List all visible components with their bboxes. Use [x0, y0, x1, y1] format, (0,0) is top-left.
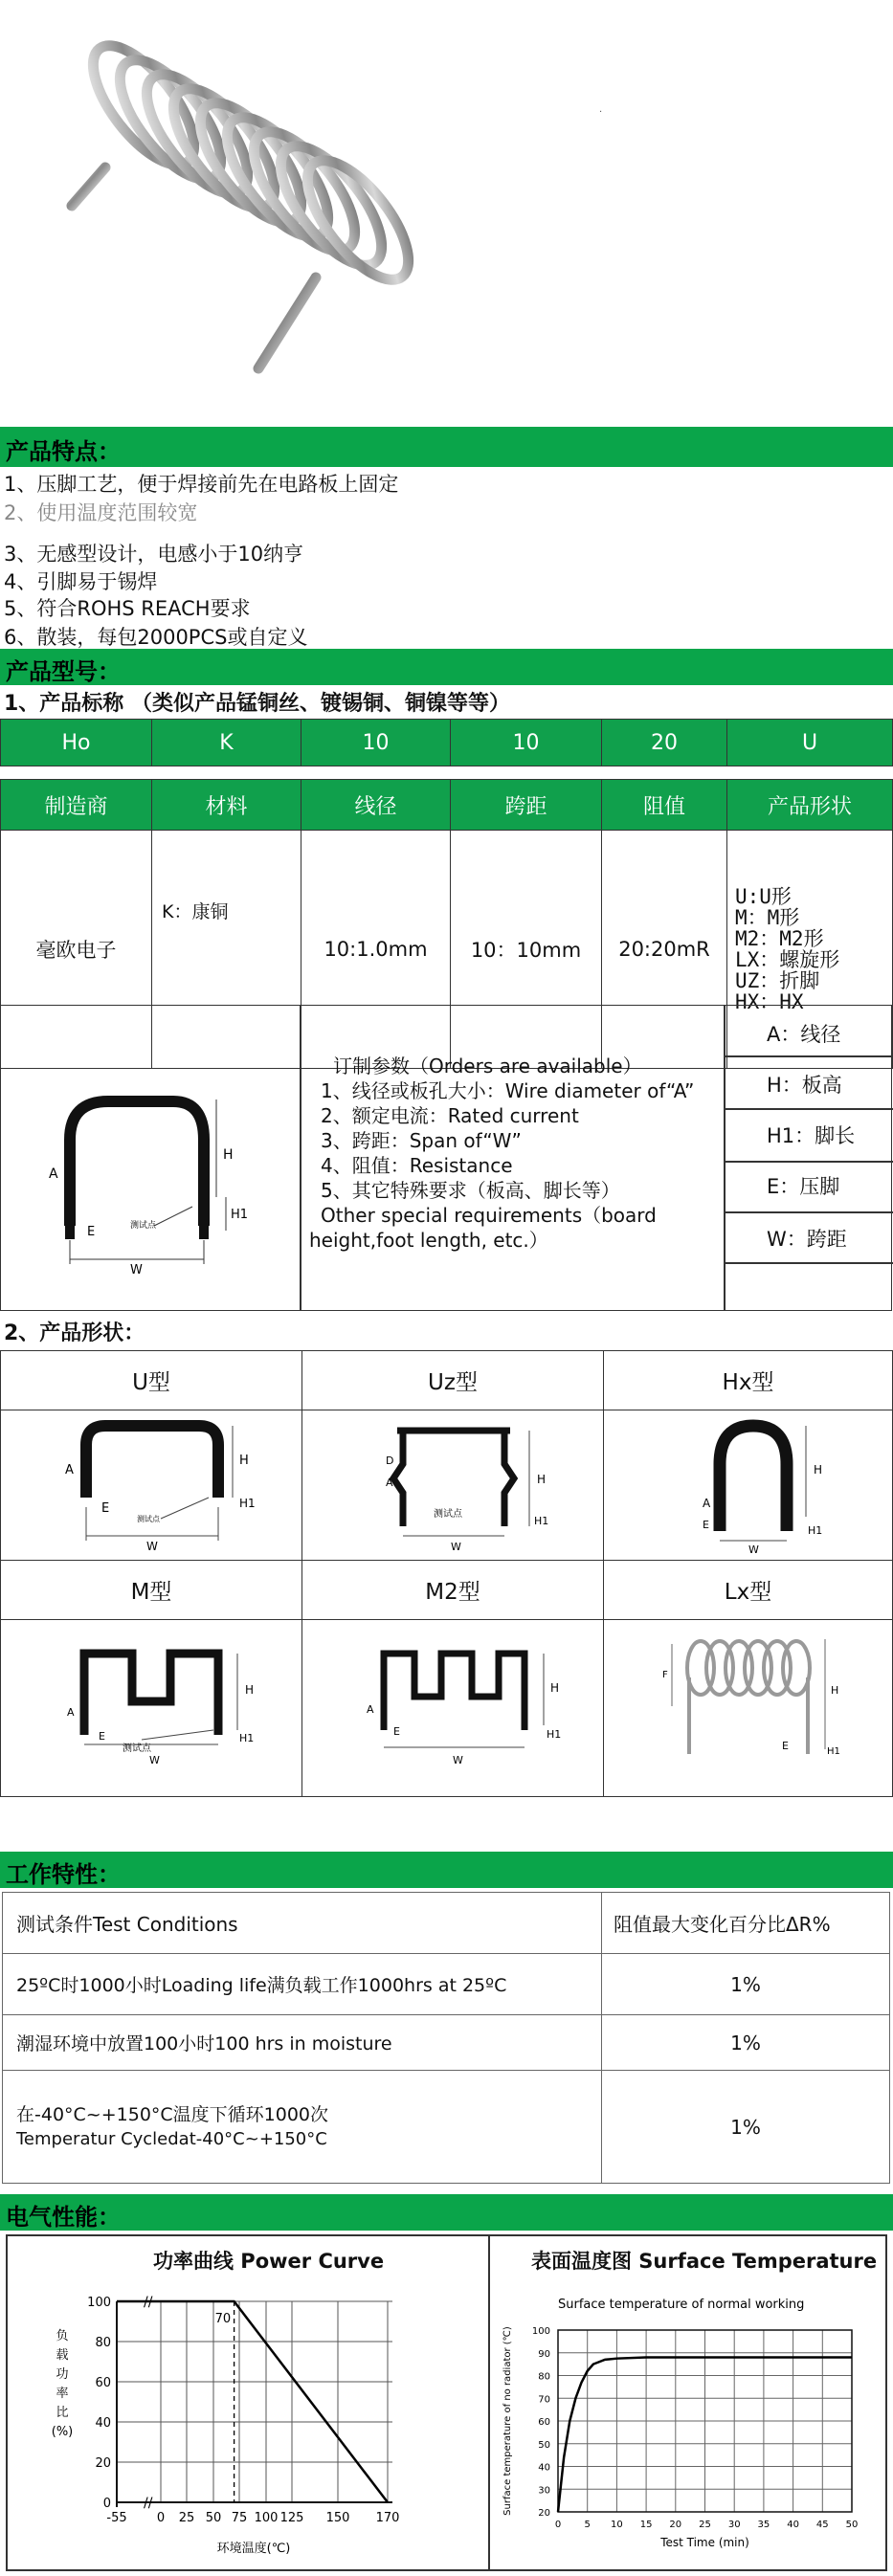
x-tick-label: 35 — [757, 2520, 770, 2530]
work-col-header: 阻值最大变化百分比ΔR% — [602, 1893, 890, 1954]
svg-text:H: H — [550, 1681, 560, 1695]
svg-text:H: H — [830, 1684, 838, 1697]
work-title: 工作特性： — [6, 1861, 121, 1888]
m2-shape-icon — [328, 1625, 577, 1788]
x-tick-label: 75 — [231, 2511, 248, 2525]
power-curve-chart — [10, 2287, 479, 2565]
shape-name: M型 — [1, 1561, 302, 1620]
y-axis-label-char: 功 — [56, 2367, 69, 2382]
x-tick-label: 45 — [815, 2520, 829, 2530]
y-axis-label-char: 负 — [56, 2329, 69, 2343]
product-photo — [0, 0, 893, 421]
axis-break-mark: // — [144, 2295, 153, 2310]
feature-item: 3、无感型设计，电感小于10纳亨 — [4, 543, 304, 566]
header-dot: · — [599, 107, 603, 118]
dim-label: E：压脚 — [767, 1175, 840, 1198]
svg-text:E: E — [87, 1225, 96, 1239]
shape-option: M：M形 — [735, 906, 800, 929]
y-axis-label-char: 载 — [56, 2348, 69, 2363]
x-tick-label: -55 — [106, 2511, 127, 2525]
header-cell: 线径 — [301, 780, 451, 831]
dim-label: A：线径 — [767, 1023, 841, 1046]
svg-text:测试点: 测试点 — [130, 1221, 157, 1231]
work-cond: 潮湿环境中放置100小时100 hrs in moisture — [3, 2015, 602, 2071]
y-axis-label: Surface temperature of no radiator (℃) — [502, 2326, 513, 2516]
svg-text:H: H — [537, 1473, 547, 1486]
model-code-table — [0, 719, 893, 766]
svg-text:测试点: 测试点 — [123, 1743, 151, 1754]
hx-shape-icon — [624, 1411, 873, 1555]
u-shape-icon — [27, 1411, 276, 1555]
svg-text:H1: H1 — [547, 1728, 562, 1741]
y-tick-label: 70 — [538, 2394, 550, 2406]
value-cell: 10：10mm — [451, 831, 602, 1069]
chart-subtitle: Surface temperature of normal working — [558, 2298, 805, 2312]
shape-option: U:U形 — [735, 885, 792, 908]
shape-name: U型 — [1, 1351, 302, 1410]
feature-item: 6、散装，每包2000PCS或自定义 — [4, 626, 308, 649]
svg-text:W: W — [453, 1754, 463, 1766]
svg-text:测试点: 测试点 — [434, 1509, 462, 1520]
header-cell: 阻值 — [602, 780, 727, 831]
x-tick-label: 10 — [611, 2520, 623, 2530]
shape-hx-cell — [604, 1410, 893, 1561]
dim-label: H1：脚长 — [767, 1124, 856, 1147]
work-val: 1% — [602, 2015, 890, 2071]
x-axis-label: Test Time (min) — [660, 2536, 749, 2549]
y-tick-label: 100 — [531, 2326, 550, 2337]
svg-text:H1: H1 — [807, 1524, 822, 1537]
shape-m2-cell — [302, 1620, 604, 1797]
x-tick-label: 100 — [254, 2511, 279, 2525]
shape-uz-cell — [302, 1410, 604, 1561]
code-cell: U — [727, 720, 893, 766]
svg-text:H1: H1 — [534, 1515, 549, 1527]
svg-text:H: H — [813, 1463, 822, 1477]
y-axis-label-char: 率 — [56, 2387, 69, 2401]
svg-text:H: H — [239, 1454, 249, 1468]
svg-text:E: E — [781, 1740, 789, 1752]
svg-text:F: F — [661, 1670, 668, 1680]
order-params-text: 订制参数（Orders are available） 1、线径或板孔大小：Wire diameter of“A” 2、额定电流：Rated current 3、跨距：Span of“W” 4、阻值：Resistance 5、其它特殊要求（板高、脚长等） Other special requirements（board height,foot length, etc.） — [309, 1055, 695, 1252]
y-tick-label: 20 — [95, 2456, 111, 2471]
y-tick-label: 100 — [87, 2296, 111, 2310]
shapes-title: 2、产品形状： — [4, 1321, 145, 1345]
dim-label: H：板高 — [767, 1074, 842, 1097]
uz-shape-icon — [328, 1411, 577, 1555]
work-cond: 在-40°C~+150°C温度下循环1000次 Temperatur Cycledat-40°C~+150°C — [3, 2071, 602, 2184]
value-cell: K：康铜 — [152, 831, 301, 1069]
svg-text:E: E — [393, 1725, 400, 1738]
code-cell: K — [152, 720, 301, 766]
svg-text:D: D — [386, 1455, 394, 1467]
model-subtitle: 1、产品标称 （类似产品锰铜丝、镀锡铜、铜镍等等） — [4, 692, 510, 716]
svg-text:A: A — [702, 1497, 710, 1510]
y-axis-label-char: 比 — [56, 2406, 69, 2420]
x-tick-label: 125 — [279, 2511, 304, 2525]
y-tick-label: 60 — [95, 2376, 111, 2390]
value-cell: 20:20mR — [602, 831, 727, 1069]
svg-text:W: W — [130, 1263, 143, 1277]
feature-item: 1、压脚工艺，便于焊接前先在电路板上固定 — [4, 473, 399, 496]
y-axis-label-char: (%) — [51, 2425, 74, 2439]
code-cell: 10 — [451, 720, 602, 766]
annotation-label: 70 — [214, 2312, 232, 2326]
y-tick-label: 0 — [102, 2497, 111, 2511]
svg-text:A: A — [49, 1166, 58, 1182]
x-tick-label: 170 — [375, 2511, 400, 2525]
shape-name: Lx型 — [604, 1561, 893, 1620]
electrical-title: 电气性能： — [6, 2204, 121, 2231]
value-cell: 毫欧电子 — [1, 831, 152, 1069]
svg-text:A: A — [67, 1706, 75, 1719]
feature-item: 2、使用温度范围较宽 — [4, 501, 198, 524]
shape-option: M2：M2形 — [735, 927, 824, 950]
svg-text:H1: H1 — [826, 1746, 840, 1757]
x-tick-label: 50 — [205, 2511, 222, 2525]
header-cell: 跨距 — [451, 780, 602, 831]
axis-break-mark: // — [144, 2496, 153, 2511]
x-tick-label: 30 — [727, 2520, 741, 2530]
work-cond: 25ºC时1000小时Loading life满负载工作1000hrs at 25ºC — [3, 1954, 602, 2015]
x-tick-label: 25 — [178, 2511, 195, 2525]
lx-shape-icon — [624, 1625, 873, 1788]
svg-text:测试点: 测试点 — [137, 1515, 160, 1523]
shape-option: UZ：折脚 — [735, 969, 820, 992]
model-header-bar — [0, 649, 893, 685]
work-val: 1% — [602, 1954, 890, 2015]
y-tick-label: 60 — [538, 2417, 550, 2428]
svg-text:E: E — [702, 1519, 709, 1531]
y-tick-label: 80 — [538, 2371, 550, 2383]
features-header-bar — [0, 427, 893, 467]
shape-lx-cell — [604, 1620, 893, 1797]
svg-text:H1: H1 — [239, 1732, 255, 1744]
shape-u-cell — [1, 1410, 302, 1561]
shape-name: Hx型 — [604, 1351, 893, 1410]
svg-text:A: A — [65, 1463, 74, 1477]
y-tick-label: 40 — [95, 2416, 111, 2431]
header-cell: 产品形状 — [727, 780, 893, 831]
dim-label: W：跨距 — [767, 1228, 847, 1251]
svg-text:E: E — [101, 1501, 110, 1516]
surface-temp-title: 表面温度图 Surface Temperature — [531, 2250, 878, 2273]
svg-text:W: W — [146, 1540, 158, 1553]
svg-text:W: W — [451, 1541, 461, 1553]
work-table — [2, 1892, 890, 2184]
shape-name: Uz型 — [302, 1351, 604, 1410]
y-tick-label: 80 — [95, 2336, 111, 2350]
x-tick-label: 0 — [554, 2520, 562, 2530]
svg-text:H1: H1 — [231, 1208, 249, 1222]
work-col-header: 测试条件Test Conditions — [3, 1893, 602, 1954]
work-val: 1% — [602, 2071, 890, 2184]
work-header-bar — [0, 1852, 893, 1888]
x-tick-label: 25 — [699, 2520, 711, 2530]
svg-text:H: H — [245, 1683, 255, 1697]
x-tick-label: 50 — [845, 2520, 859, 2530]
svg-text:H1: H1 — [239, 1497, 256, 1510]
svg-text:H: H — [223, 1147, 234, 1163]
order-params-block — [0, 1005, 892, 1311]
shape-m-cell — [1, 1620, 302, 1797]
y-tick-label: 90 — [538, 2348, 550, 2360]
power-curve-line — [117, 2301, 388, 2502]
y-tick-label: 40 — [538, 2462, 550, 2474]
x-tick-label: 40 — [787, 2520, 799, 2530]
feature-item: 5、符合ROHS REACH要求 — [4, 597, 251, 620]
shape-name: M2型 — [302, 1561, 604, 1620]
x-axis-label: 环境温度(℃) — [216, 2542, 291, 2556]
shape-option: LX：螺旋形 — [735, 948, 840, 971]
surface-temp-chart — [493, 2287, 881, 2565]
u-shape-drawing — [39, 1073, 269, 1293]
svg-text:A: A — [386, 1477, 393, 1489]
svg-text:E: E — [99, 1730, 105, 1743]
code-cell: 10 — [301, 720, 451, 766]
svg-text:W: W — [149, 1754, 160, 1766]
power-curve-title: 功率曲线 Power Curve — [153, 2250, 385, 2273]
y-tick-label: 50 — [538, 2439, 550, 2451]
shape-option: HX：HX — [735, 990, 804, 1013]
shapes-table — [0, 1350, 893, 1797]
header-cell: 材料 — [152, 780, 301, 831]
x-tick-label: 15 — [639, 2520, 653, 2530]
x-tick-label: 20 — [669, 2520, 682, 2530]
code-cell: 20 — [602, 720, 727, 766]
header-cell: 制造商 — [1, 780, 152, 831]
m-shape-icon — [27, 1625, 276, 1788]
svg-text:A: A — [367, 1703, 374, 1716]
feature-item: 4、引脚易于锡焊 — [4, 570, 158, 593]
code-cell: Ho — [1, 720, 152, 766]
x-tick-label: 0 — [156, 2511, 166, 2525]
x-tick-label: 5 — [584, 2520, 591, 2530]
y-tick-label: 20 — [538, 2508, 550, 2519]
value-cell: 10:1.0mm — [301, 831, 451, 1069]
y-tick-label: 30 — [538, 2485, 550, 2497]
svg-text:W: W — [748, 1543, 759, 1555]
features-title: 产品特点： — [6, 438, 121, 465]
model-title: 产品型号： — [6, 658, 121, 685]
electrical-header-bar — [0, 2194, 893, 2231]
x-tick-label: 150 — [325, 2511, 350, 2525]
